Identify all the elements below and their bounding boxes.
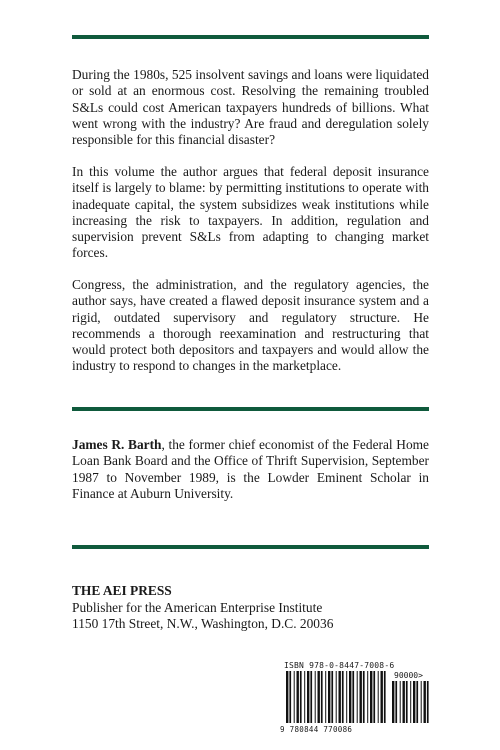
author-bio [72,437,429,502]
isbn-label: ISBN 978-0-8447-7008-6 [284,661,395,670]
top-rule [72,35,429,39]
blurb-paragraph-3: Congress, the administration, and the regulatory agencies, the author says, have created a flawed deposit insurance system and a rigid, outdated supervisory and regulatory structure. He recommends a thorough reexamination and restructuring that would protect both depositors and taxpayers and would allow the industry to respond to changes in the marketplace. [72,277,429,374]
author-name: James R. Barth [72,437,162,452]
blurb-paragraph-2: In this volume the author argues that federal deposit insurance itself is largely to blame: by permitting institutions to operate with inadequate capital, the system subsidizes weak institutions while increasing the risk to taxpayers. In addition, regulation and supervision prevent S&Ls from adapting to changing market forces. [72,164,429,261]
ean-label: 9 780844 770086 [280,725,353,734]
publisher-address: 1150 17th Street, N.W., Washington, D.C. 20036 [72,616,334,631]
middle-rule [72,407,429,411]
blurb-paragraph-1: During the 1980s, 525 insolvent savings and loans were liquidated or sold at an enormous cost. Resolving the remaining troubled S&Ls could cost American taxpayers hundreds of billions. What went wrong with the industry? Are fraud and deregulation solely responsible for this financial disaster? [72,67,429,148]
publisher-name: THE AEI PRESS [72,583,172,598]
barcode [278,659,434,737]
lower-rule [72,545,429,549]
addon-label: 90000> [394,671,423,680]
author-bio-text: , the former chief economist of the Federal Home Loan Bank Board and the Office of Thrift Supervision, September 1987 to November 1989, is the Lowder Eminent Scholar in Finance at Auburn University. [72,437,429,501]
publisher-line-1: Publisher for the American Enterprise Institute [72,600,323,615]
